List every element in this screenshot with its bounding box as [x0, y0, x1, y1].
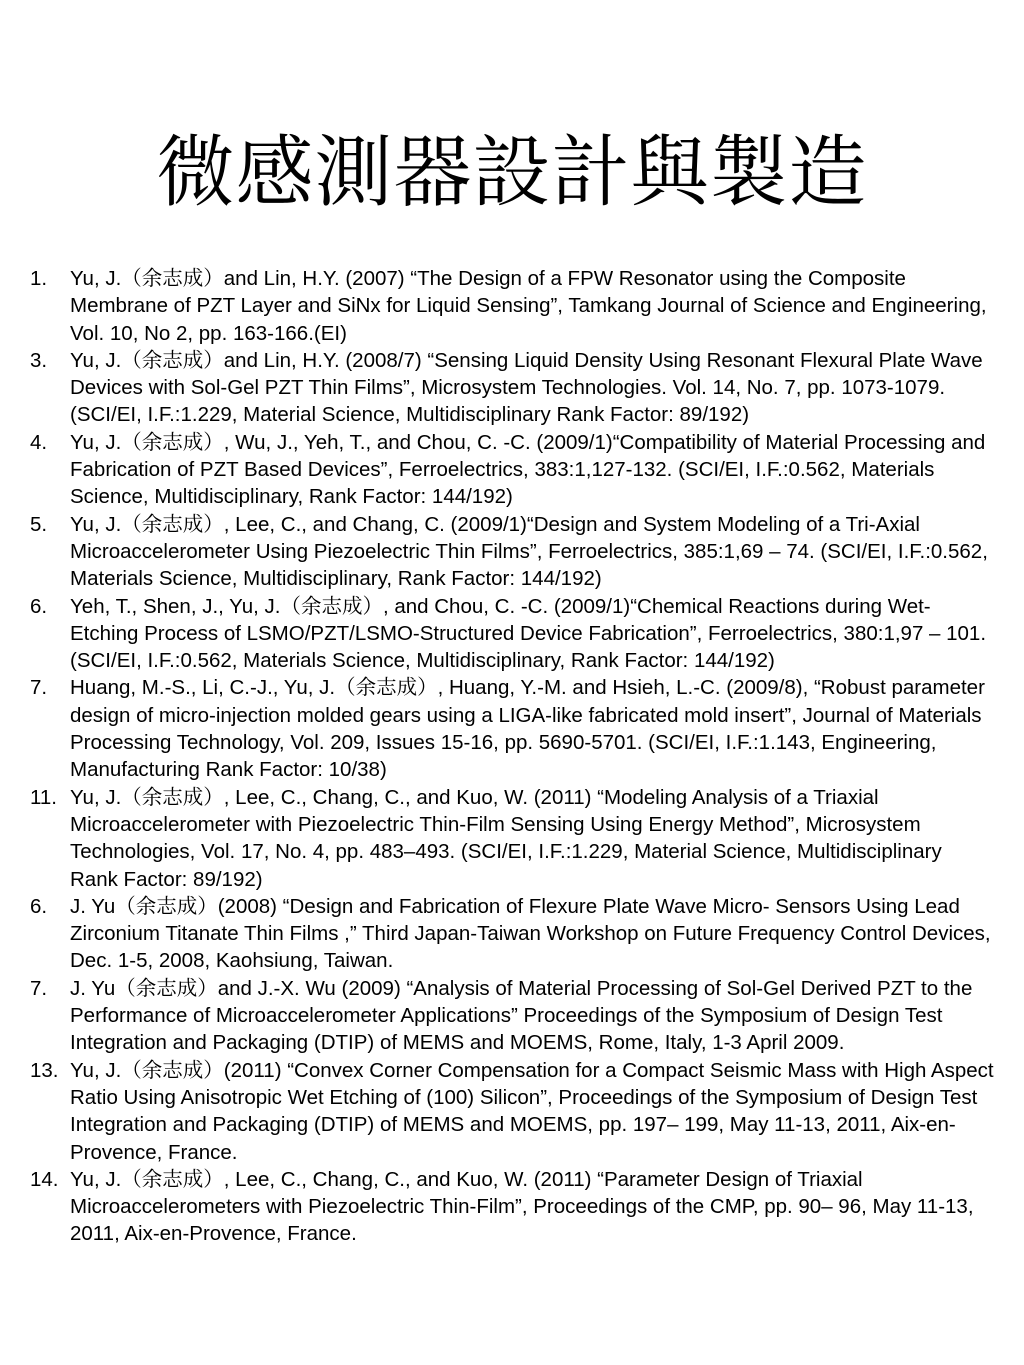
- reference-list: [30, 265, 995, 1248]
- reference-item: [30, 784, 995, 893]
- reference-text: Yu, J.（余志成）and Lin, H.Y. (2008/7) “Sensing Liquid Density Using Resonant Flexural Plate Wave Devices with Sol-Gel PZT Thin Films”, Microsystem Technologies. Vol. 14, No. 7, pp. 1073-1079. (SCI/EI, I.F.:1.229, Material Science, Multidisciplinary Rank Factor: 89/192): [70, 348, 983, 427]
- reference-number: 5.: [30, 512, 48, 536]
- reference-item: [30, 593, 995, 675]
- reference-text: Yu, J.（余志成）(2011) “Convex Corner Compensation for a Compact Seismic Mass with High Aspect Ratio Using Anisotropic Wet Etching of (100) Silicon”, Proceedings of the Symposium of Design Test Integration and Packaging (DTIP) of MEMS and MOEMS, pp. 197– 199, May 11-13, 2011, Aix-en-Provence, France.: [70, 1058, 994, 1164]
- reference-text: J. Yu（余志成）and J.-X. Wu (2009) “Analysis of Material Processing of Sol-Gel Derived PZT to the Performance of Microaccelerometer Applications” Proceedings of the Symposium of Design Test Integration and Packaging (DTIP) of MEMS and MOEMS, Rome, Italy, 1-3 April 2009.: [70, 976, 973, 1055]
- reference-item: [30, 1057, 995, 1166]
- reference-text: Yeh, T., Shen, J., Yu, J.（余志成）, and Chou, C. -C. (2009/1)“Chemical Reactions during Wet-Etching Process of LSMO/PZT/LSMO-Structured Device Fabrication”, Ferroelectrics, 380:1,97 – 101. (SCI/EI, I.F.:0.562, Materials Science, Multidisciplinary, Rank Factor: 144/192): [70, 594, 987, 673]
- reference-text: Yu, J.（余志成）, Lee, C., and Chang, C. (2009/1)“Design and System Modeling of a Tri-Axial Microaccelerometer Using Piezoelectric Thin Films”, Ferroelectrics, 385:1,69 – 74. (SCI/EI, I.F.:0.562, Materials Science, Multidisciplinary, Rank Factor: 144/192): [70, 512, 988, 591]
- reference-number: 4.: [30, 430, 48, 454]
- reference-number: 7.: [30, 976, 48, 1000]
- reference-text: Yu, J.（余志成）, Lee, C., Chang, C., and Kuo, W. (2011) “Parameter Design of Triaxial Microaccelerometers with Piezoelectric Thin-Film”, Proceedings of the CMP, pp. 90– 96, May 11-13, 2011, Aix-en-Provence, France.: [70, 1167, 974, 1246]
- reference-number: 7.: [30, 676, 48, 700]
- reference-number: 11.: [30, 785, 57, 809]
- reference-item: [30, 674, 995, 783]
- reference-item: [30, 1166, 995, 1248]
- reference-item: [30, 511, 995, 593]
- reference-number: 3.: [30, 348, 48, 372]
- reference-text: Yu, J.（余志成）, Wu, J., Yeh, T., and Chou, C. -C. (2009/1)“Compatibility of Material Processing and Fabrication of PZT Based Devices”, Ferroelectrics, 383:1,127-132. (SCI/EI, I.F.:0.562, Materials Science, Multidisciplinary, Rank Factor: 144/192): [70, 430, 986, 509]
- page-title: 微感測器設計與製造: [156, 128, 868, 218]
- reference-item: [30, 975, 995, 1057]
- reference-item: [30, 347, 995, 429]
- reference-text: J. Yu（余志成）(2008) “Design and Fabrication of Flexure Plate Wave Micro- Sensors Using Lead Zirconium Titanate Thin Films ,” Third Japan-Taiwan Workshop on Future Frequency Control Devices, Dec. 1-5, 2008, Kaohsiung, Taiwan.: [70, 894, 991, 973]
- reference-item: [30, 429, 995, 511]
- reference-text: Huang, M.-S., Li, C.-J., Yu, J.（余志成）, Huang, Y.-M. and Hsieh, L.-C. (2009/8), “Robust parameter design of micro-injection molded gears using a LIGA-like fabricated mold insert”, Journal of Materials Processing Technology, Vol. 209, Issues 15-16, pp. 5690-5701. (SCI/EI, I.F.:1.143, Engineering, Manufacturing Rank Factor: 10/38): [70, 676, 985, 782]
- reference-text: Yu, J.（余志成）and Lin, H.Y. (2007) “The Design of a FPW Resonator using the Composite Membrane of PZT Layer and SiNx for Liquid Sensing”, Tamkang Journal of Science and Engineering, Vol. 10, No 2, pp. 163-166.(EI): [70, 267, 987, 345]
- reference-number: 6.: [30, 894, 48, 918]
- reference-item: [30, 893, 995, 975]
- reference-number: 14.: [30, 1167, 59, 1191]
- reference-text: Yu, J.（余志成）, Lee, C., Chang, C., and Kuo, W. (2011) “Modeling Analysis of a Triaxial Microaccelerometer with Piezoelectric Thin-Film Sensing Using Energy Method”, Microsystem Technologies, Vol. 17, No. 4, pp. 483–493. (SCI/EI, I.F.:1.229, Material Science, Multidisciplinary Rank Factor: 89/192): [70, 785, 942, 891]
- reference-number: 1.: [30, 267, 48, 290]
- reference-number: 6.: [30, 594, 48, 618]
- reference-item: [30, 265, 995, 347]
- reference-number: 13.: [30, 1058, 59, 1082]
